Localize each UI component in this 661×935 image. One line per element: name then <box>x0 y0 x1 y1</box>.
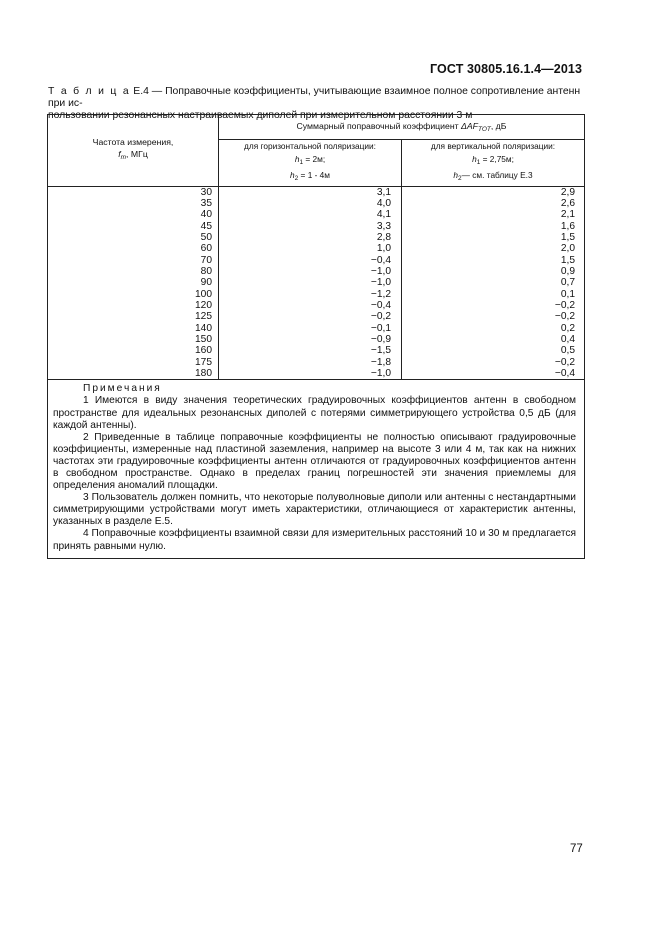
horizontal-value: 4,0 <box>376 197 391 209</box>
vertical-value: 1,5 <box>560 231 575 243</box>
vertical-value: −0,2 <box>554 299 575 311</box>
caption-line-1 <box>48 86 586 110</box>
vertical-value: 2,1 <box>560 209 575 221</box>
frequency-value: 35 <box>200 197 212 209</box>
horizontal-value: 3,1 <box>376 186 391 198</box>
vertical-value: 0,2 <box>560 322 575 334</box>
vertical-value: −0,2 <box>554 311 575 323</box>
vertical-polarization-header: для вертикальной поляризации: $h_1 = 2,75м$; $h_2—$ см. таблицу Е.3 <box>402 140 585 187</box>
horizontal-value: −1,0 <box>370 265 391 277</box>
frequency-column-header: Частота измерения, $f_m$, МГц <box>48 115 219 187</box>
frequency-value: 40 <box>200 209 212 221</box>
note-3: 3 Пользователь должен помнить, что некоторые полуволновые диполи или антенны с нестандартными симметрирующими устройствами могут иметь характеристики, отличающиеся от характеристик антенны, указанных в разделе Е.5. <box>53 492 576 528</box>
notes-block <box>48 380 585 558</box>
horizontal-value: −1,0 <box>370 277 391 289</box>
horizontal-value: 2,8 <box>376 231 391 243</box>
horizontal-value: −1,0 <box>370 368 391 379</box>
horizontal-value: −0,9 <box>370 333 391 345</box>
notes-title: Примечания <box>83 383 162 395</box>
frequency-value: 140 <box>195 322 212 334</box>
standard-code: ГОСТ 30805.16.1.4—2013 <box>430 62 582 76</box>
correction-factors-table <box>47 114 585 559</box>
horizontal-value: −1,5 <box>370 345 391 357</box>
caption-number: Е.4 <box>133 86 149 97</box>
frequency-value: 45 <box>200 220 212 232</box>
horizontal-value: −0,2 <box>370 311 391 323</box>
vertical-value: 1,5 <box>560 254 575 266</box>
horizontal-value: 3,3 <box>376 220 391 232</box>
horizontal-value: −0,1 <box>370 322 391 334</box>
vertical-values <box>402 186 585 380</box>
frequency-value: 160 <box>195 345 212 357</box>
frequency-values <box>48 186 219 380</box>
frequency-value: 180 <box>195 368 212 379</box>
note-1: 1 Имеются в виду значения теоретических градуировочных коэффициентов антенн в свободном пространстве для идеальных резонансных диполей с потерями симметрирующего устройства 0,5 дБ (для каждой антенны). <box>53 395 576 431</box>
frequency-value: 60 <box>200 243 212 255</box>
vertical-value: 0,1 <box>560 288 575 300</box>
vertical-value: −0,2 <box>554 356 575 368</box>
caption-title-part-1: — Поправочные коэффициенты, учитывающие взаимное полное сопротивление антенн при ис- <box>48 86 581 109</box>
frequency-value: 80 <box>200 265 212 277</box>
horizontal-value: −0,4 <box>370 254 391 266</box>
total-correction-header: Суммарный поправочный коэффициент $\Delta AF_{TOT}$, дБ <box>219 115 585 140</box>
note-2: 2 Приведенные в таблице поправочные коэффициенты не полностью описывают градуировочные коэффициенты, измеренные над пластиной заземления, например на высоте 3 или 4 м, так как на нижних частотах эти градуировочные коэффициенты антенн отличаются от градуировочных коэффициентов антенн в свободном пространстве. Однако в пределах границ погрешностей эти значения приемлемы для определения аномалий площадки. <box>53 431 576 492</box>
frequency-value: 175 <box>195 356 212 368</box>
frequency-value: 150 <box>195 333 212 345</box>
horizontal-value: 1,0 <box>376 243 391 255</box>
horizontal-value: 4,1 <box>376 209 391 221</box>
frequency-value: 70 <box>200 254 212 266</box>
frequency-value: 120 <box>195 299 212 311</box>
frequency-value: 50 <box>200 231 212 243</box>
frequency-value: 100 <box>195 288 212 300</box>
vertical-value: 0,4 <box>560 333 575 345</box>
horizontal-value: −1,8 <box>370 356 391 368</box>
vertical-value: 0,7 <box>560 277 575 289</box>
vertical-value: 1,6 <box>560 220 575 232</box>
vertical-value: −0,4 <box>554 368 575 379</box>
horizontal-value: −1,2 <box>370 288 391 300</box>
frequency-value: 90 <box>200 277 212 289</box>
horizontal-value: −0,4 <box>370 299 391 311</box>
caption-title-part-2: пользовании резонансных настраиваемых диполей при измерительном расстоянии 3 м <box>48 110 473 121</box>
horizontal-polarization-header: для горизонтальной поляризации: $h_1 = 2м$; $h_2 = 1 - 4м$ <box>219 140 402 187</box>
caption-label: Т а б л и ц а <box>48 86 131 97</box>
vertical-value: 0,9 <box>560 265 575 277</box>
frequency-value: 30 <box>200 186 212 198</box>
vertical-value: 0,5 <box>560 345 575 357</box>
note-4: 4 Поправочные коэффициенты взаимной связи для измерительных расстояний 10 и 30 м предлагается принять равными нулю. <box>53 528 576 552</box>
vertical-value: 2,9 <box>560 186 575 198</box>
horizontal-values <box>219 186 402 380</box>
vertical-value: 2,6 <box>560 197 575 209</box>
page-number: 77 <box>570 843 583 855</box>
frequency-value: 125 <box>195 311 212 323</box>
vertical-value: 2,0 <box>560 243 575 255</box>
